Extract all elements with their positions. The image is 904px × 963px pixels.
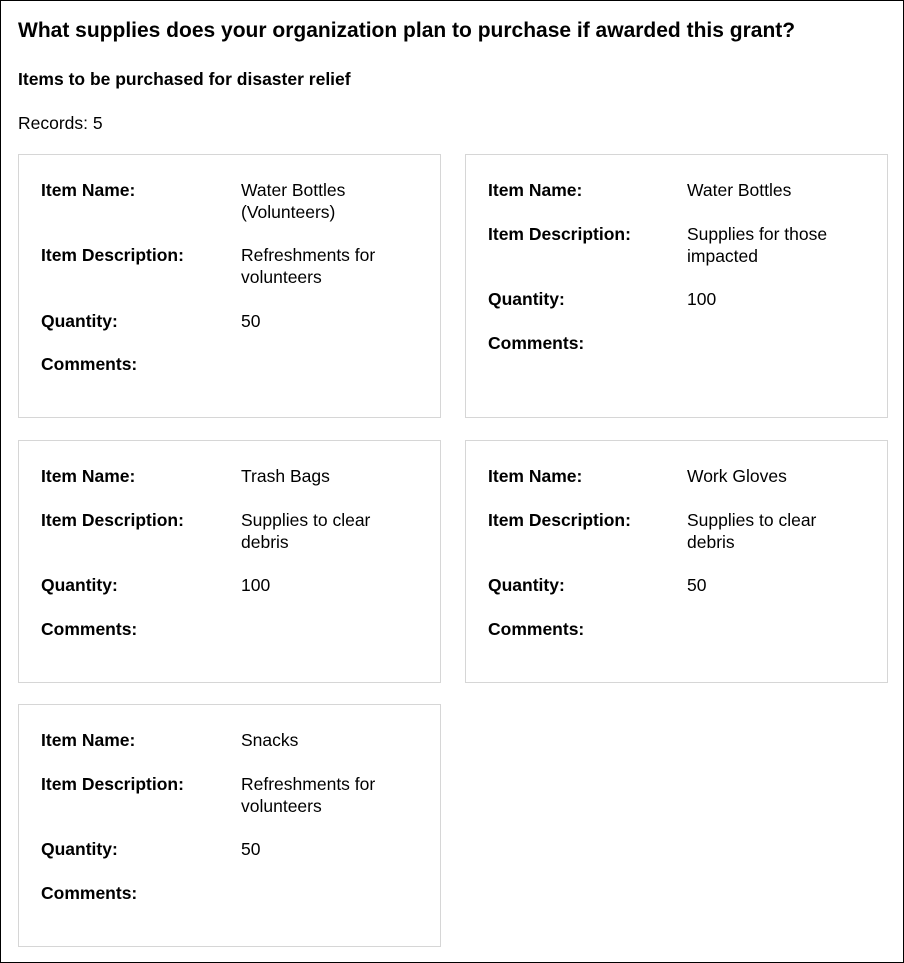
- quantity-label: Quantity:: [488, 575, 565, 595]
- item-description-label: Item Description:: [41, 510, 184, 530]
- record-card: [18, 440, 441, 683]
- comments-label: Comments:: [41, 883, 138, 903]
- item-name-label: Item Name:: [41, 180, 136, 200]
- item-description-value: Refreshments for volunteers: [241, 245, 376, 287]
- item-description-label: Item Description:: [488, 510, 631, 530]
- comments-label: Comments:: [41, 354, 138, 374]
- question-title: What supplies does your organization plan to purchase if awarded this grant?: [18, 19, 796, 42]
- records-count: Records: 5: [18, 113, 103, 133]
- record-card: [18, 704, 441, 947]
- quantity-value: 100: [687, 289, 717, 309]
- item-description-label: Item Description:: [41, 774, 184, 794]
- quantity-label: Quantity:: [488, 289, 565, 309]
- item-name-label: Item Name:: [488, 466, 583, 486]
- comments-label: Comments:: [41, 619, 138, 639]
- item-name-value: Snacks: [241, 730, 299, 750]
- record-card: [18, 154, 441, 418]
- section-subheading: Items to be purchased for disaster relief: [18, 69, 351, 89]
- item-description-label: Item Description:: [41, 245, 184, 265]
- item-name-value: Water Bottles: [687, 180, 792, 200]
- comments-label: Comments:: [488, 333, 585, 353]
- item-description-value: Refreshments for volunteers: [241, 774, 376, 816]
- item-name-value: Water Bottles (Volunteers): [241, 180, 346, 222]
- quantity-value: 50: [241, 311, 261, 331]
- record-card: [465, 154, 888, 418]
- item-description-value: Supplies for those impacted: [687, 224, 828, 266]
- item-name-value: Trash Bags: [241, 466, 330, 486]
- item-description-value: Supplies to clear debris: [241, 510, 371, 552]
- quantity-label: Quantity:: [41, 839, 118, 859]
- quantity-value: 50: [241, 839, 261, 859]
- quantity-value: 100: [241, 575, 271, 595]
- quantity-value: 50: [687, 575, 707, 595]
- quantity-label: Quantity:: [41, 575, 118, 595]
- item-name-value: Work Gloves: [687, 466, 787, 486]
- item-name-label: Item Name:: [41, 730, 136, 750]
- comments-label: Comments:: [488, 619, 585, 639]
- item-name-label: Item Name:: [41, 466, 136, 486]
- quantity-label: Quantity:: [41, 311, 118, 331]
- record-card: [465, 440, 888, 683]
- item-name-label: Item Name:: [488, 180, 583, 200]
- item-description-label: Item Description:: [488, 224, 631, 244]
- item-description-value: Supplies to clear debris: [687, 510, 817, 552]
